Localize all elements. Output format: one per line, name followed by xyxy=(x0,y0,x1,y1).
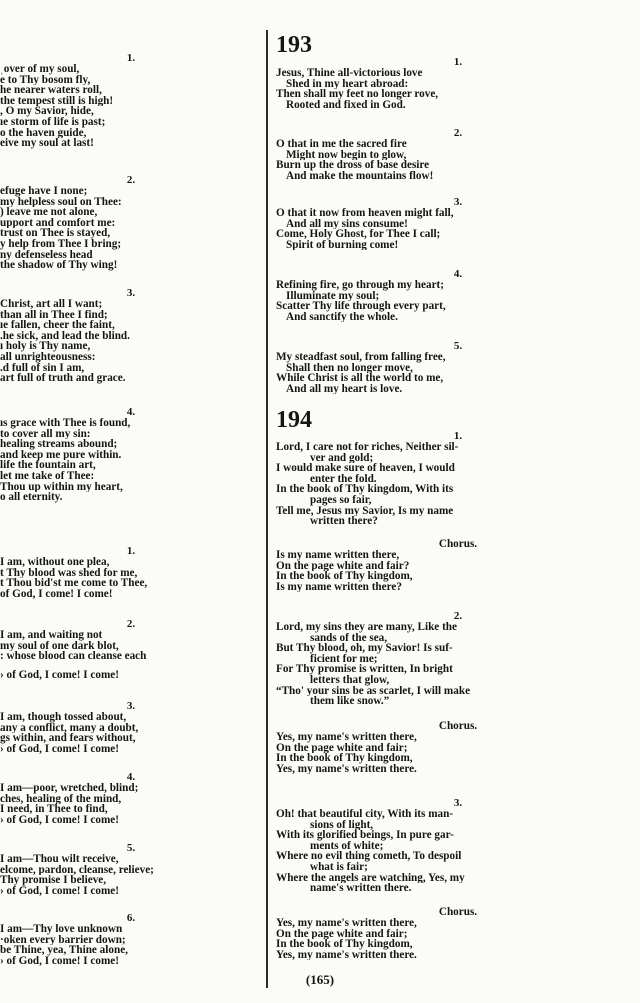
verse-line: For Thy promise is written, In bright xyxy=(276,664,453,675)
verse-line: , O my Savior, hide, xyxy=(0,106,94,117)
verse-line: ficient for me; xyxy=(310,653,378,665)
verse-line: ı holy is Thy name, xyxy=(0,341,91,352)
chorus-label: Chorus. xyxy=(438,720,478,732)
verse-number: 1. xyxy=(126,545,136,557)
left-hymn-a-verse-4 xyxy=(0,406,262,503)
verse-line: upport and comfort me: xyxy=(0,217,116,229)
hymn-194-verse-3 xyxy=(276,797,640,894)
verse-line: Lord, I care not for riches, Neither sil- xyxy=(276,442,459,453)
chorus-line: Yes, my name's written there, xyxy=(276,732,417,743)
hymn-194-chorus-1 xyxy=(276,538,640,592)
verse-line: Tell me, Jesus my Savior, Is my name xyxy=(276,505,454,517)
verse-line: And all my sins consume! xyxy=(286,218,408,230)
verse-number: 4. xyxy=(453,268,463,280)
chorus-label: Chorus. xyxy=(438,538,478,550)
verse-line: all unrighteousness: xyxy=(0,351,96,363)
verse-line: .d full of sin I am, xyxy=(0,362,85,374)
verse-line: sions of light, xyxy=(310,819,374,831)
chorus-line: Is my name written there? xyxy=(276,581,402,593)
verse-line: But Thy blood, oh, my Savior! Is suf- xyxy=(276,643,453,654)
verse-line: Lord, my sins they are many, Like the xyxy=(276,622,457,633)
verse-line: Come, Holy Ghost, for Thee I call; xyxy=(276,229,441,240)
verse-line: life the fountain art, xyxy=(0,460,96,471)
hymn-194-chorus-3 xyxy=(276,906,640,960)
verse-line: And all my heart is love. xyxy=(286,383,403,395)
verse-line: Oh! that beautiful city, With its man- xyxy=(276,809,454,820)
verse-line: elcome, pardon, cleanse, relieve; xyxy=(0,864,154,876)
verse-line: › of God, I come! I come! xyxy=(0,669,119,681)
verse-line: my helpless soul on Thee: xyxy=(0,196,122,208)
verse-line: ˌover of my soul, xyxy=(0,64,80,75)
chorus-line: Yes, my name's written there. xyxy=(276,763,417,775)
left-hymn-a-verse-2 xyxy=(0,174,262,271)
hymn-193-verse-1 xyxy=(276,56,640,110)
verse-line: ıe fallen, cheer the faint, xyxy=(0,320,115,331)
verse-line: than all in Thee I find; xyxy=(0,309,108,321)
verse-line: the shadow of Thy wing! xyxy=(0,260,118,271)
verse-line: he nearer waters roll, xyxy=(0,85,102,96)
verse-line: Rooted and fixed in God. xyxy=(286,99,406,111)
verse-line: y help from Thee I bring; xyxy=(0,238,122,250)
verse-line: : whose blood can cleanse each xyxy=(0,651,147,662)
hymn-number: 193 xyxy=(276,32,312,58)
verse-line: › of God, I come! I come! xyxy=(0,814,119,826)
verse-line: o the haven guide, xyxy=(0,127,87,139)
verse-line: Thou up within my heart, xyxy=(0,481,123,493)
verse-line: the tempest still is high! xyxy=(0,95,114,107)
verse-line: Shall then no longer move, xyxy=(286,362,413,374)
verse-number: 4. xyxy=(126,771,136,783)
verse-number: 3. xyxy=(453,797,463,809)
verse-line: enter the fold. xyxy=(310,473,377,485)
verse-line: I am—poor, wretched, blind; xyxy=(0,783,139,794)
left-hymn-b-verse-2 xyxy=(0,618,262,680)
hymn-194-verse-1 xyxy=(276,430,640,527)
left-hymn-b-verse-5 xyxy=(0,842,262,896)
hymn-194 xyxy=(276,409,640,431)
chorus-label: Chorus. xyxy=(438,906,478,918)
verse-line: any a conflict, many a doubt, xyxy=(0,722,139,734)
verse-number: 4. xyxy=(126,406,136,418)
verse-line: I am, and waiting not xyxy=(0,630,103,641)
verse-line: art full of truth and grace. xyxy=(0,373,126,384)
verse-line: e to Thy bosom fly, xyxy=(0,74,91,86)
verse-line: › of God, I come! I come! xyxy=(0,955,119,967)
verse-line: efuge have I none; xyxy=(0,186,88,197)
verse-number: 1. xyxy=(453,56,463,68)
verse-line: of God, I come! I come! xyxy=(0,588,113,600)
verse-line: ny defenseless head xyxy=(0,249,93,261)
verse-number: 5. xyxy=(126,842,136,854)
hymn-193-verse-5 xyxy=(276,340,640,394)
chorus-line: On the page white and fair; xyxy=(276,928,408,940)
verse-line: Then shall my feet no longer rove, xyxy=(276,89,439,100)
verse-line: ·oken every barrier down; xyxy=(0,934,126,946)
verse-line: pages so fair, xyxy=(310,494,372,506)
verse-line: written there? xyxy=(310,516,378,527)
verse-number: 2. xyxy=(453,610,463,622)
verse-line: and keep me pure within. xyxy=(0,449,122,461)
chorus-line: On the page white and fair; xyxy=(276,742,408,754)
verse-number: 3. xyxy=(126,287,136,299)
chorus-line: On the page white and fair? xyxy=(276,560,410,572)
verse-line: And make the mountains flow! xyxy=(286,170,434,182)
page-number: (165) xyxy=(305,972,335,987)
verse-line: In the book of Thy kingdom, With its xyxy=(276,484,454,495)
hymn-193-verse-2 xyxy=(276,127,640,181)
verse-line: Thy promise I believe, xyxy=(0,875,107,886)
verse-line: “Tho' your sins be as scarlet, I will make xyxy=(276,685,471,697)
verse-line: let me take of Thee: xyxy=(0,470,95,482)
left-hymn-b-verse-1 xyxy=(0,545,262,599)
verse-line: Jesus, Thine all-victorious love xyxy=(276,68,423,79)
verse-number: 6. xyxy=(126,912,136,924)
left-hymn-b-verse-6 xyxy=(0,912,262,966)
verse-line: I would make sure of heaven, I would xyxy=(276,463,455,474)
verse-line: trust on Thee is stayed, xyxy=(0,228,111,239)
verse-line: healing streams abound; xyxy=(0,439,118,450)
chorus-line: Yes, my name's written there. xyxy=(276,949,417,961)
column-divider xyxy=(266,30,268,988)
verse-line: to cover all my sin: xyxy=(0,428,91,440)
verse-line: t Thy blood was shed for me, xyxy=(0,567,138,579)
verse-number: 1. xyxy=(126,52,136,64)
verse-line: ) leave me not alone, xyxy=(0,207,98,218)
verse-line: While Christ is all the world to me, xyxy=(276,373,444,384)
chorus-line: In the book of Thy kingdom, xyxy=(276,939,413,950)
verse-line: My steadfast soul, from falling free, xyxy=(276,352,446,363)
verse-line: › of God, I come! I come! xyxy=(0,743,119,755)
verse-line: With its glorified beings, In pure gar- xyxy=(276,830,454,841)
left-hymn-b-verse-4 xyxy=(0,771,262,825)
verse-line: ver and gold; xyxy=(310,452,374,464)
verse-line: letters that glow, xyxy=(310,674,390,686)
verse-line: ments of white; xyxy=(310,840,384,852)
hymn-193-verse-3 xyxy=(276,196,640,250)
verse-line: Illuminate my soul; xyxy=(286,290,380,302)
verse-line: .he sick, and lead the blind. xyxy=(0,330,130,342)
verse-line: sands of the sea, xyxy=(310,632,388,644)
verse-line: Where the angels are watching, Yes, my xyxy=(276,872,465,884)
verse-line: Might now begin to glow, xyxy=(286,149,407,161)
hymn-193-verse-4 xyxy=(276,268,640,322)
chorus-line: In the book of Thy kingdom, xyxy=(276,571,413,582)
verse-line: be Thine, yea, Thine alone, xyxy=(0,945,128,956)
verse-line: them like snow.” xyxy=(310,696,390,707)
left-hymn-b-verse-3 xyxy=(0,700,262,754)
verse-line: what is fair; xyxy=(310,861,368,873)
chorus-line: In the book of Thy kingdom, xyxy=(276,753,413,764)
verse-number: 5. xyxy=(453,340,463,352)
verse-line: my soul of one dark blot, xyxy=(0,640,119,652)
verse-line: Refining fire, go through my heart; xyxy=(276,280,445,291)
hymn-194-chorus-2 xyxy=(276,720,640,774)
verse-line: I need, in Thee to find, xyxy=(0,804,108,815)
hymn-193 xyxy=(276,34,640,56)
verse-number: 3. xyxy=(453,196,463,208)
chorus-line: Yes, my name's written there, xyxy=(276,918,417,929)
verse-line: Spirit of burning come! xyxy=(286,239,399,251)
verse-line: eive my soul at last! xyxy=(0,138,94,149)
verse-number: 2. xyxy=(453,127,463,139)
verse-number: 2. xyxy=(126,174,136,186)
verse-line: Shed in my heart abroad: xyxy=(286,78,409,90)
verse-line: Burn up the dross of base desire xyxy=(276,160,430,171)
verse-line: ıe storm of life is past; xyxy=(0,116,106,128)
verse-line: ches, healing of the mind, xyxy=(0,793,122,805)
verse-line: O that it now from heaven might fall, xyxy=(276,208,454,219)
chorus-line: Is my name written there, xyxy=(276,550,400,561)
verse-line: Scatter Thy life through every part, xyxy=(276,301,446,312)
verse-line: I am—Thy love unknown xyxy=(0,924,123,935)
verse-line: I am—Thou wilt receive, xyxy=(0,854,119,865)
left-hymn-a-verse-3 xyxy=(0,287,262,384)
left-hymn-a-verse-1 xyxy=(0,52,262,149)
verse-line: I am, without one plea, xyxy=(0,557,110,568)
verse-line: › of God, I come! I come! xyxy=(0,885,119,897)
verse-number: 1. xyxy=(453,430,463,442)
hymn-194-verse-2 xyxy=(276,610,640,707)
verse-line: O that in me the sacred fire xyxy=(276,139,407,150)
verse-line: name's written there. xyxy=(310,883,412,894)
verse-number: 3. xyxy=(126,700,136,712)
verse-number: 2. xyxy=(126,618,136,630)
verse-line: I am, though tossed about, xyxy=(0,712,127,723)
hymn-number: 194 xyxy=(276,407,312,433)
verse-line: t Thou bid'st me come to Thee, xyxy=(0,578,148,589)
verse-line: ıs grace with Thee is found, xyxy=(0,418,131,429)
verse-line: gs within, and fears without, xyxy=(0,733,136,744)
verse-line: o all eternity. xyxy=(0,492,63,503)
verse-line: Christ, art all I want; xyxy=(0,299,103,310)
verse-line: Where no evil thing cometh, To despoil xyxy=(276,851,462,862)
verse-line: And sanctify the whole. xyxy=(286,311,398,323)
